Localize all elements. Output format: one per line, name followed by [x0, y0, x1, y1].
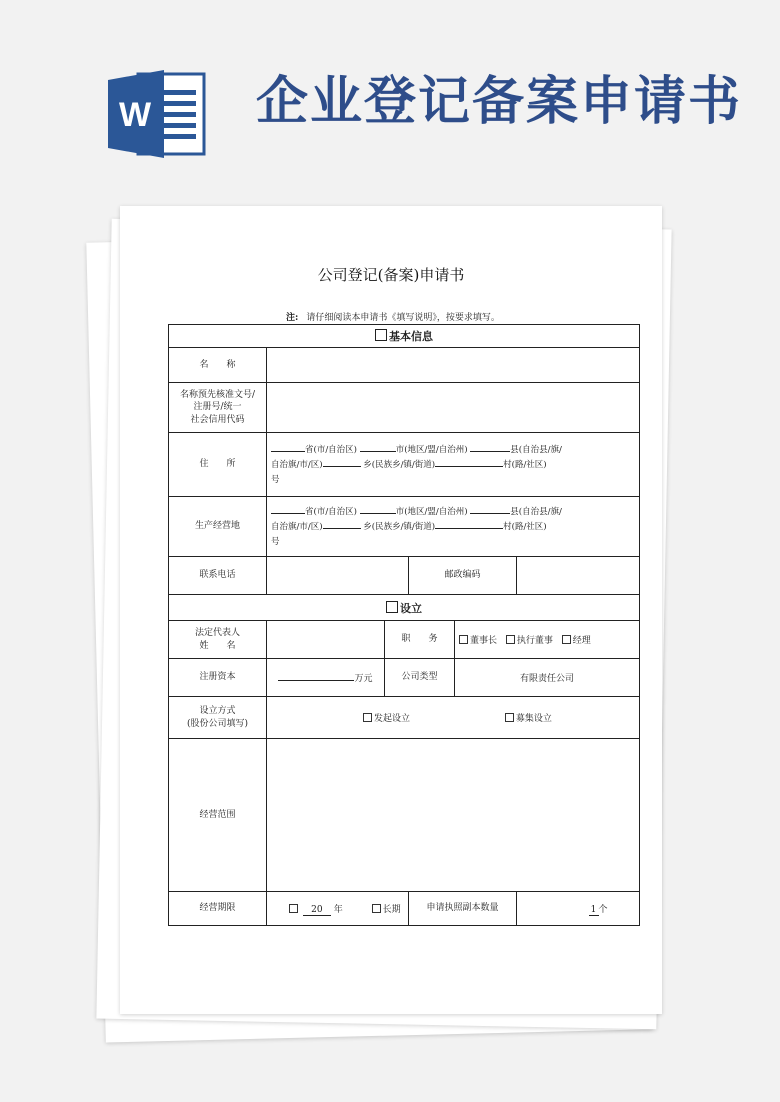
residence-address-field[interactable]: 省(市/自治区) 市(地区/盟/自治州) 县(自治县/旗/ 自治旗/市/区) 乡(民族乡/镇/街道) 村(路/社区) 号	[267, 433, 640, 497]
term-years-checkbox[interactable]	[289, 904, 298, 913]
label-copies: 申请执照副本数量	[409, 892, 517, 926]
capital-field[interactable]: 万元	[267, 659, 385, 697]
raise-setup-checkbox[interactable]	[505, 713, 514, 722]
label-company-type: 公司类型	[385, 659, 455, 697]
document-title: 公司登记(备案)申请书	[317, 266, 465, 284]
checkbox-icon	[386, 601, 398, 613]
label-postcode: 邮政编码	[409, 557, 517, 595]
label-capital: 注册资本	[169, 659, 267, 697]
exec-director-checkbox[interactable]	[506, 635, 515, 644]
document-note	[286, 310, 500, 323]
company-type-value: 有限责任公司	[455, 659, 640, 697]
business-scope-field[interactable]	[267, 739, 640, 892]
copies-field[interactable]: 1 个	[517, 892, 640, 926]
phone-field[interactable]	[267, 557, 409, 595]
banner-title: 企业登记备案申请书	[256, 71, 743, 132]
label-setup-method: 设立方式 (股份公司填写)	[169, 697, 267, 739]
banner	[0, 0, 780, 180]
note-text: 请仔细阅读本申请书《填写说明》，按要求填写。	[306, 313, 500, 323]
word-document-icon	[108, 68, 208, 160]
term-years-value[interactable]: 20	[303, 905, 331, 916]
legal-rep-name-field[interactable]	[267, 621, 385, 659]
label-business-scope: 经营范围	[169, 739, 267, 892]
section-establish: 设立	[169, 595, 640, 621]
production-address-field[interactable]: 省(市/自治区) 市(地区/盟/自治州) 县(自治县/旗/ 自治旗/市/区) 乡(民族乡/镇/街道) 村(路/社区) 号	[267, 497, 640, 557]
label-production-site: 生产经营地	[169, 497, 267, 557]
setup-method-options: 发起设立 募集设立	[267, 697, 640, 739]
postcode-field[interactable]	[517, 557, 640, 595]
label-residence: 住 所	[169, 433, 267, 497]
checkbox-icon	[375, 329, 387, 341]
document-page	[120, 206, 662, 1014]
company-name-field[interactable]	[267, 348, 640, 383]
chairman-checkbox[interactable]	[459, 635, 468, 644]
position-options: 董事长 执行董事 经理	[455, 621, 640, 659]
logo-letter: W	[118, 96, 152, 134]
credit-code-field[interactable]	[267, 383, 640, 433]
note-label: 注:	[286, 313, 299, 323]
label-legal-rep: 法定代表人 姓 名	[169, 621, 267, 659]
manager-checkbox[interactable]	[562, 635, 571, 644]
label-position: 职 务	[385, 621, 455, 659]
label-term: 经营期限	[169, 892, 267, 926]
section-basic-info: 基本信息	[169, 325, 640, 348]
term-options: 20 年 长期	[267, 892, 409, 926]
application-form-table	[168, 324, 640, 926]
promote-setup-checkbox[interactable]	[363, 713, 372, 722]
label-code: 名称预先核准文号/ 注册号/统一 社会信用代码	[169, 383, 267, 433]
copies-value: 1	[589, 905, 599, 916]
label-name: 名 称	[169, 348, 267, 383]
label-phone: 联系电话	[169, 557, 267, 595]
term-long-checkbox[interactable]	[372, 904, 381, 913]
